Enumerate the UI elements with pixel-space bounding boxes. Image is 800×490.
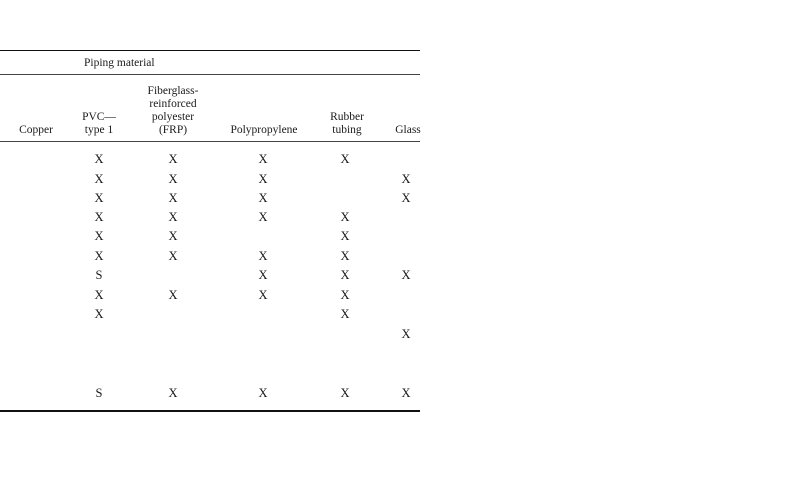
table-cell: X — [258, 249, 268, 263]
header-bottom-rule — [0, 141, 420, 142]
table-cell: X — [340, 307, 350, 321]
table-cell: X — [168, 249, 178, 263]
table-cell: X — [258, 210, 268, 224]
table-cell: X — [258, 172, 268, 186]
column-header-frp: Fiberglass- reinforced polyester (FRP) — [147, 85, 199, 136]
table-cell: X — [168, 210, 178, 224]
table-cell: X — [258, 268, 268, 282]
table-top-rule — [0, 50, 420, 51]
table-cell: X — [401, 172, 411, 186]
column-header-glass: Glass — [395, 124, 421, 136]
table-cell: X — [401, 327, 411, 341]
table-cell: X — [258, 288, 268, 302]
table-cell: X — [94, 152, 104, 166]
table-cell: X — [340, 386, 350, 400]
table-cell: X — [401, 268, 411, 282]
column-header-rubber: Rubber tubing — [330, 111, 364, 136]
column-header-pvc: PVC— type 1 — [82, 111, 116, 136]
table-cell: X — [168, 386, 178, 400]
table-cell: X — [94, 172, 104, 186]
table-cell: X — [401, 386, 411, 400]
table-cell: X — [340, 288, 350, 302]
table-cell: X — [258, 386, 268, 400]
table-cell: X — [168, 229, 178, 243]
table-cell: X — [258, 191, 268, 205]
table-cell: X — [94, 307, 104, 321]
table-cell: X — [94, 249, 104, 263]
table-cell: X — [168, 288, 178, 302]
table-cell: X — [94, 288, 104, 302]
table-cell: X — [168, 172, 178, 186]
table-cell: S — [95, 268, 103, 282]
table-cell: X — [340, 229, 350, 243]
table-cell: X — [340, 268, 350, 282]
group-header-rule — [0, 74, 420, 75]
table-cell: X — [258, 152, 268, 166]
table-cell: X — [168, 152, 178, 166]
table-cell: X — [340, 152, 350, 166]
table-cell: X — [94, 210, 104, 224]
table-cell: S — [95, 386, 103, 400]
table-cell: X — [168, 191, 178, 205]
table-cell: X — [94, 229, 104, 243]
column-header-copper: Copper — [19, 124, 53, 136]
table-cell: X — [340, 210, 350, 224]
table-cell: X — [401, 191, 411, 205]
group-header: Piping material — [84, 57, 155, 69]
table-cell: X — [94, 191, 104, 205]
table-bottom-rule — [0, 410, 420, 412]
table-cell: X — [340, 249, 350, 263]
column-header-polypropylene: Polypropylene — [230, 124, 298, 136]
